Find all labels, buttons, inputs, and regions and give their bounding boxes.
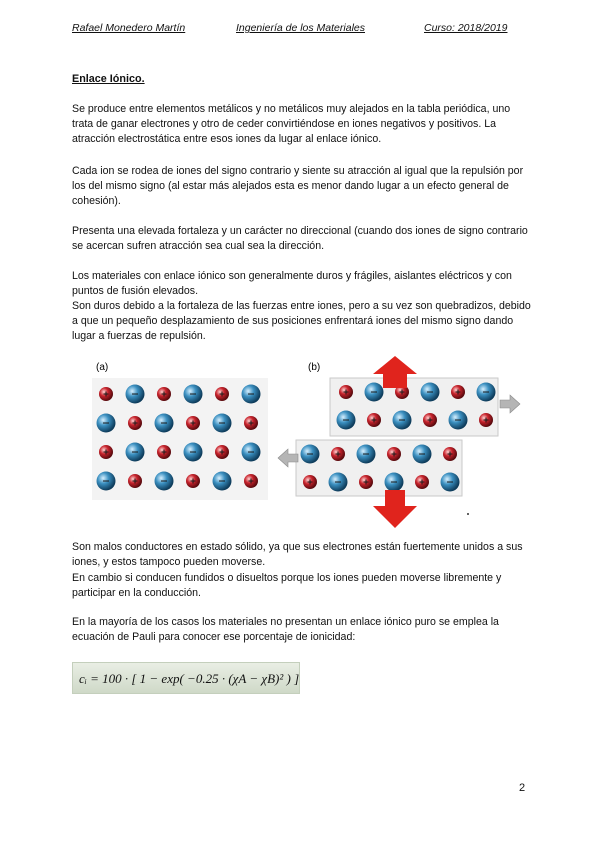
cation-sphere <box>186 474 200 488</box>
anion-sphere <box>126 443 145 462</box>
anion-sphere <box>97 414 116 433</box>
section-title: Enlace Iónico. <box>72 73 145 85</box>
paragraph-properties: Los materiales con enlace iónico son generalmente duros y frágiles, aislantes eléctricos y con puntos de fusión elevados. <box>72 270 512 297</box>
cation-sphere <box>186 416 200 430</box>
anion-sphere <box>357 445 376 464</box>
dot-mark <box>467 513 469 515</box>
cation-sphere <box>415 475 429 489</box>
anion-sphere <box>184 443 203 462</box>
cation-sphere <box>339 385 353 399</box>
anion-sphere <box>329 473 348 492</box>
paragraph-definition: Se produce entre elementos metálicos y no metálicos muy alejados en la tabla periódica, uno trata de ganar electrones y otro de ceder convirtiéndose en iones negativos y positivos. La atracción electrostática entre esos iones da lugar al enlace iónico. <box>72 103 511 145</box>
anion-sphere <box>242 385 261 404</box>
cation-sphere <box>99 387 113 401</box>
anion-sphere <box>213 414 232 433</box>
anion-sphere <box>449 411 468 430</box>
figure-label-a: (a) <box>96 362 109 373</box>
ionic-lattice-diagram <box>88 356 528 536</box>
anion-sphere <box>365 383 384 402</box>
anion-sphere <box>213 472 232 491</box>
anion-sphere <box>301 445 320 464</box>
cation-sphere <box>479 413 493 427</box>
cation-sphere <box>387 447 401 461</box>
paragraph-conductivity-solid: Son malos conductores en estado sólido, ya que sus electrones están fuertemente unidos a sus iones, y estos tampoco pueden moverse. <box>72 541 523 568</box>
paragraph-hardness: Son duros debido a la fortaleza de las fuerzas entre iones, pero a su vez son quebradizos, debido a que un pequeño desplazamiento de sus posiciones enfrentará iones del mismo signo dando lugar a fuerzas de repulsión. <box>72 300 531 342</box>
page-number: 2 <box>519 782 526 794</box>
panel-b-upper-block <box>330 378 498 436</box>
cation-sphere <box>331 447 345 461</box>
figure-label-b: (b) <box>308 362 321 373</box>
cation-sphere <box>99 445 113 459</box>
paragraph-cohesion: Cada ion se rodea de iones del signo contrario y siente su atracción al igual que la repulsión por los del mismo signo (al estar más alejados esta es menor dando lugar a un efecto general de cohesión). <box>72 165 524 207</box>
arrow-right-icon <box>500 395 520 413</box>
ionic-crystal-figure <box>88 356 528 541</box>
header-author: Rafael Monedero Martín <box>72 22 186 34</box>
anion-sphere <box>413 445 432 464</box>
paragraph-conductivity-molten: En cambio si conducen fundidos o disueltos porque los iones pueden moverse libremente y participar en la conducción. <box>72 572 502 599</box>
cation-sphere <box>303 475 317 489</box>
panel-b-lower-block <box>296 440 462 496</box>
header-subject: Ingeniería de los Materiales <box>236 22 365 34</box>
ionicity-formula: cᵢ = 100 · [ 1 − exp( −0.25 · (χA − χB)² ) ] <box>72 662 300 694</box>
cation-sphere <box>215 387 229 401</box>
cation-sphere <box>451 385 465 399</box>
cation-sphere <box>443 447 457 461</box>
anion-sphere <box>441 473 460 492</box>
cation-sphere <box>157 387 171 401</box>
paragraph-pauling: En la mayoría de los casos los materiales no presentan un enlace iónico puro se emplea la ecuación de Pauli para conocer ese porcentaje de ionicidad: <box>72 616 499 643</box>
cation-sphere <box>423 413 437 427</box>
header-course: Curso: 2018/2019 <box>424 22 508 34</box>
cation-sphere <box>128 474 142 488</box>
cation-sphere <box>244 474 258 488</box>
paragraph-strength: Presenta una elevada fortaleza y un carácter no direccional (cuando dos iones de signo contrario se acercan sufren atracción sea cual sea la dirección. <box>72 225 528 252</box>
anion-sphere <box>155 414 174 433</box>
anion-sphere <box>385 473 404 492</box>
anion-sphere <box>393 411 412 430</box>
cation-sphere <box>244 416 258 430</box>
anion-sphere <box>155 472 174 491</box>
cation-sphere <box>157 445 171 459</box>
anion-sphere <box>477 383 496 402</box>
cation-sphere <box>215 445 229 459</box>
panel-a-background <box>92 378 268 500</box>
cation-sphere <box>359 475 373 489</box>
anion-sphere <box>337 411 356 430</box>
anion-sphere <box>126 385 145 404</box>
anion-sphere <box>97 472 116 491</box>
cation-sphere <box>367 413 381 427</box>
anion-sphere <box>421 383 440 402</box>
arrow-left-icon <box>278 449 298 467</box>
cation-sphere <box>128 416 142 430</box>
anion-sphere <box>242 443 261 462</box>
anion-sphere <box>184 385 203 404</box>
